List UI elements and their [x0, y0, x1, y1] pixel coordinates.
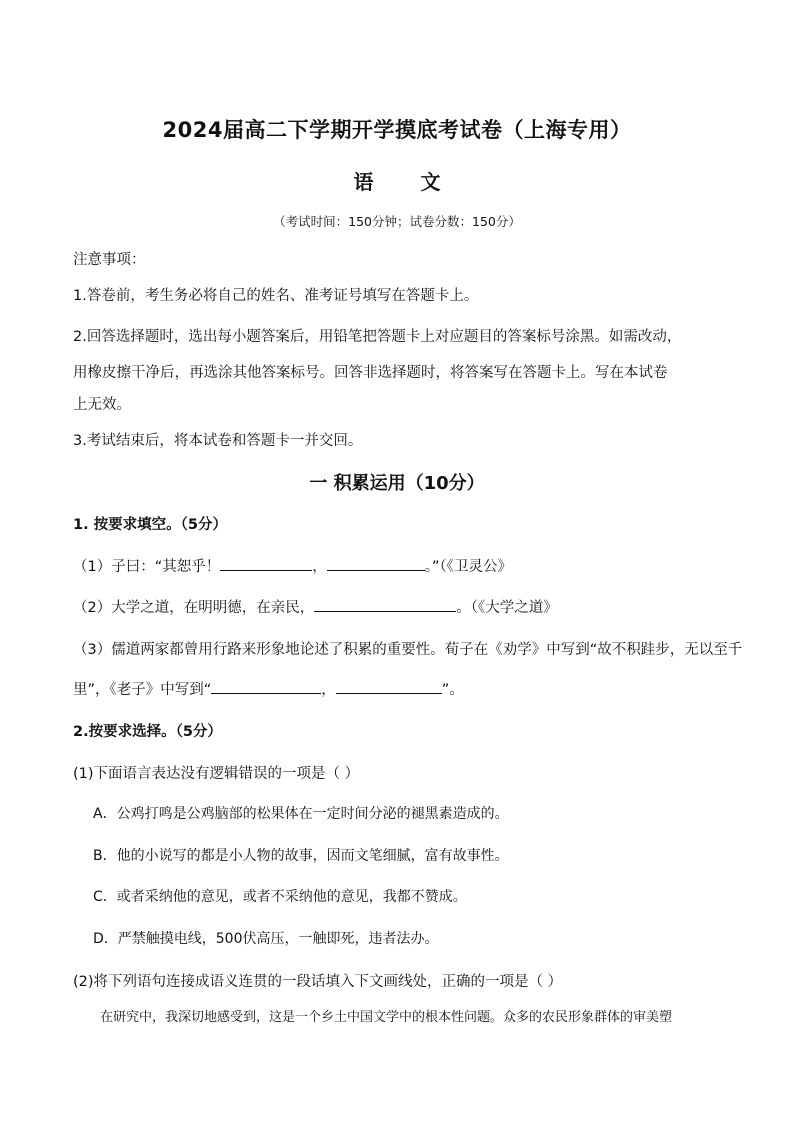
- option-c[interactable]: C．或者采纳他的意见，或者不采纳他的意见，我都不赞成。: [93, 889, 467, 905]
- question-1-sub-1: [73, 555, 512, 576]
- option-d[interactable]: D．严禁触摸电线，500伏高压，一触即死，违者法办。: [93, 931, 439, 947]
- sub-1-comma: ，: [312, 559, 327, 575]
- question-2-part-2-stem: (2)将下列语句连接成语义连贯的一段话填入下文画线处，正确的一项是（ ）: [73, 974, 563, 990]
- question-1-sub-2: [73, 596, 558, 617]
- option-b[interactable]: B．他的小说写的都是小人物的故事，因而文笔细腻，富有故事性。: [93, 848, 509, 864]
- note-item-2-line-3: 上无效。: [73, 397, 131, 413]
- answer-blank[interactable]: [336, 679, 442, 694]
- question-1-sub-3-line-2: [73, 678, 464, 699]
- sub-1-prefix: （1）子曰：“其恕乎！: [73, 559, 221, 575]
- exam-info: （考试时间：150分钟；试卷分数：150分）: [273, 214, 521, 229]
- sub-3-suffix: ”。: [441, 682, 464, 698]
- note-item-2-line-2: 用橡皮擦干净后，再选涂其他答案标号。回答非选择题时，将答案写在答题卡上。写在本试卷: [73, 365, 668, 381]
- sub-3-prefix: 里”，《老子》中写到“: [73, 682, 212, 698]
- answer-blank[interactable]: [220, 556, 312, 571]
- question-2-part-1-stem: (1)下面语言表达没有逻辑错误的一项是（ ）: [73, 766, 360, 782]
- answer-blank[interactable]: [314, 597, 456, 612]
- sub-2-suffix: 。（《大学之道》: [456, 600, 558, 616]
- notes-heading: 注意事项：: [73, 252, 146, 268]
- exam-title: 2024届高二下学期开学摸底考试卷（上海专用）: [162, 118, 632, 142]
- note-item-2-line-1: 2.回答选择题时，选出每小题答案后，用铅笔把答题卡上对应题目的答案标号涂黑。如需改动，: [73, 329, 682, 345]
- sub-1-suffix: 。”（《卫灵公》: [424, 559, 513, 575]
- subject-heading: 语 文: [353, 170, 441, 194]
- answer-blank[interactable]: [327, 556, 425, 571]
- question-1-heading: 1. 按要求填空。（5分）: [73, 517, 227, 533]
- note-item-1: 1.答卷前，考生务必将自己的姓名、准考证号填写在答题卡上。: [73, 288, 479, 304]
- question-1-sub-3-line-1: （3）儒道两家都曾用行路来形象地论述了积累的重要性。荀子在《劝学》中写到“故不积跬步，无以至千: [73, 642, 743, 658]
- sub-2-prefix: （2）大学之道，在明明德，在亲民，: [73, 600, 315, 616]
- reading-passage: 在研究中，我深切地感受到，这是一个乡土中国文学中的根本性问题。众多的农民形象群体的审美塑: [100, 1010, 673, 1025]
- question-2-heading: 2.按要求选择。（5分）: [73, 724, 222, 740]
- section-1-heading: 一 积累运用（10分）: [309, 473, 485, 494]
- option-a[interactable]: A．公鸡打鸣是公鸡脑部的松果体在一定时间分泌的褪黑素造成的。: [93, 806, 509, 822]
- note-item-3: 3.考试结束后，将本试卷和答题卡一并交回。: [73, 433, 363, 449]
- answer-blank[interactable]: [211, 679, 321, 694]
- sub-3-comma: ，: [321, 682, 336, 698]
